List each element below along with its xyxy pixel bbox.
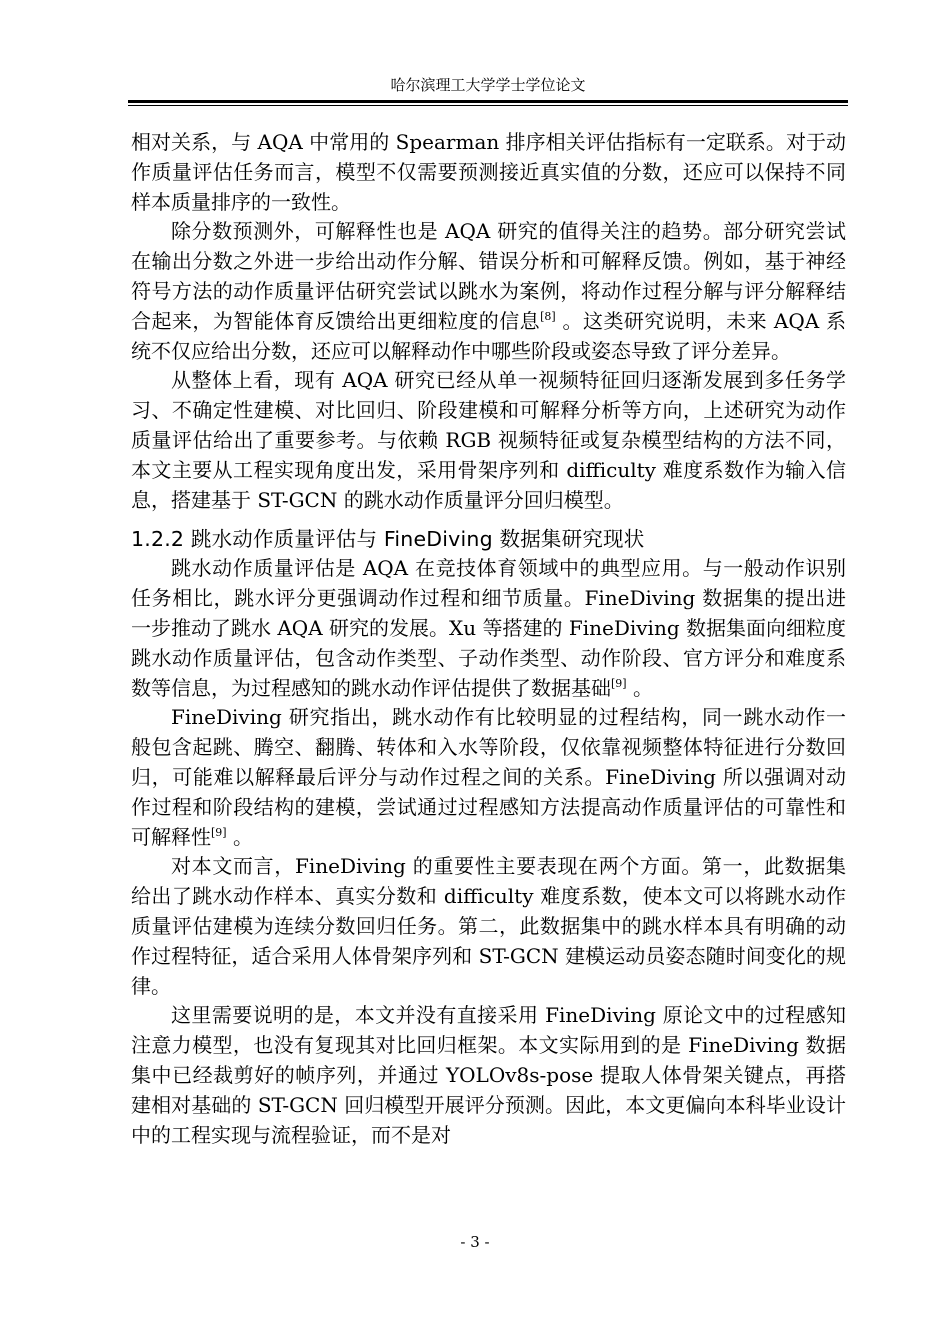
paragraph-text: 跳水动作质量评估是 AQA 在竞技体育领域中的典型应用。与一般动作识别任务相比，跳水评分更强调动作过程和细节质量。FineDiving 数据集的提出进一步推动了跳水 AQA 研究的发展。Xu 等搭建的 FineDiving 数据集面向细粒度跳水动作质量评估，包含动作类型、子动作类型、动作阶段、官方评分和难度系数等信息，为过程感知的跳水动作评估提供了数据基础	[131, 556, 846, 700]
citation: [8]	[540, 309, 556, 323]
paragraph	[131, 366, 846, 515]
paragraph	[131, 703, 846, 852]
paragraph-text: 。这类研究说明，未来 AQA 系统不仅应给出分数，还应可以解释动作中哪些阶段或姿态导致了评分差异。	[131, 308, 847, 363]
page-number: - 3 -	[460, 1233, 490, 1251]
paragraph-text: 对本文而言，FineDiving 的重要性主要表现在两个方面。第一，此数据集给出了跳水动作样本、真实分数和 difficulty 难度系数，使本文可以将跳水动作质量评估建模为连续分数回归任务。第二，此数据集中的跳水样本具有明确的动作过程特征，适合采用人体骨架序列和 ST-GCN 建模运动员姿态随时间变化的规律。	[131, 854, 846, 998]
header-rule	[128, 100, 848, 103]
paragraph-text: 相对关系，与 AQA 中常用的 Spearman 排序相关评估指标有一定联系。对于动作质量评估任务而言，模型不仅需要预测接近真实值的分数，还应可以保持不同样本质量排序的一致性。	[131, 130, 846, 214]
header-rule-thin	[128, 105, 848, 106]
paragraph-text: 。	[626, 675, 653, 700]
citation: [9]	[611, 676, 627, 690]
paragraph	[131, 128, 846, 217]
running-header: 哈尔滨理工大学学士学位论文	[390, 76, 586, 94]
paragraph-text: 。	[226, 824, 253, 849]
paragraph-text: FineDiving 研究指出，跳水动作有比较明显的过程结构，同一跳水动作一般包含起跳、腾空、翻腾、转体和入水等阶段，仅依靠视频整体特征进行分数回归，可能难以解释最后评分与动作过程之间的关系。FineDiving 所以强调对动作过程和阶段结构的建模，尝试通过过程感知方法提高动作质量评估的可靠性和可解释性	[131, 705, 846, 849]
paragraph	[131, 1001, 846, 1150]
body-text	[131, 128, 846, 1150]
paragraph	[131, 852, 846, 1001]
paragraph-text: 从整体上看，现有 AQA 研究已经从单一视频特征回归逐渐发展到多任务学习、不确定性建模、对比回归、阶段建模和可解释分析等方向，上述研究为动作质量评估给出了重要参考。与依赖 RGB 视频特征或复杂模型结构的方法不同，本文主要从工程实现角度出发，采用骨架序列和 difficulty 难度系数作为输入信息，搭建基于 ST-GCN 的跳水动作质量评分回归模型。	[131, 368, 846, 512]
citation: [9]	[211, 825, 227, 839]
paragraph-text: 除分数预测外，可解释性也是 AQA 研究的值得关注的趋势。部分研究尝试在输出分数之外进一步给出动作分解、错误分析和可解释反馈。例如，基于神经符号方法的动作质量评估研究尝试以跳水为案例，将动作过程分解与评分解释结合起来，为智能体育反馈给出更细粒度的信息	[131, 219, 846, 333]
section-heading: 1.2.2 跳水动作质量评估与 FineDiving 数据集研究现状	[131, 527, 645, 552]
paragraph-text: 这里需要说明的是，本文并没有直接采用 FineDiving 原论文中的过程感知注意力模型，也没有复现其对比回归框架。本文实际用到的是 FineDiving 数据集中已经裁剪好的帧序列，并通过 YOLOv8s-pose 提取人体骨架关键点，再搭建相对基础的 ST-GCN 回归模型开展评分预测。因此，本文更偏向本科毕业设计中的工程实现与流程验证，而不是对	[131, 1003, 846, 1147]
paragraph	[131, 554, 846, 703]
paragraph	[131, 217, 846, 366]
